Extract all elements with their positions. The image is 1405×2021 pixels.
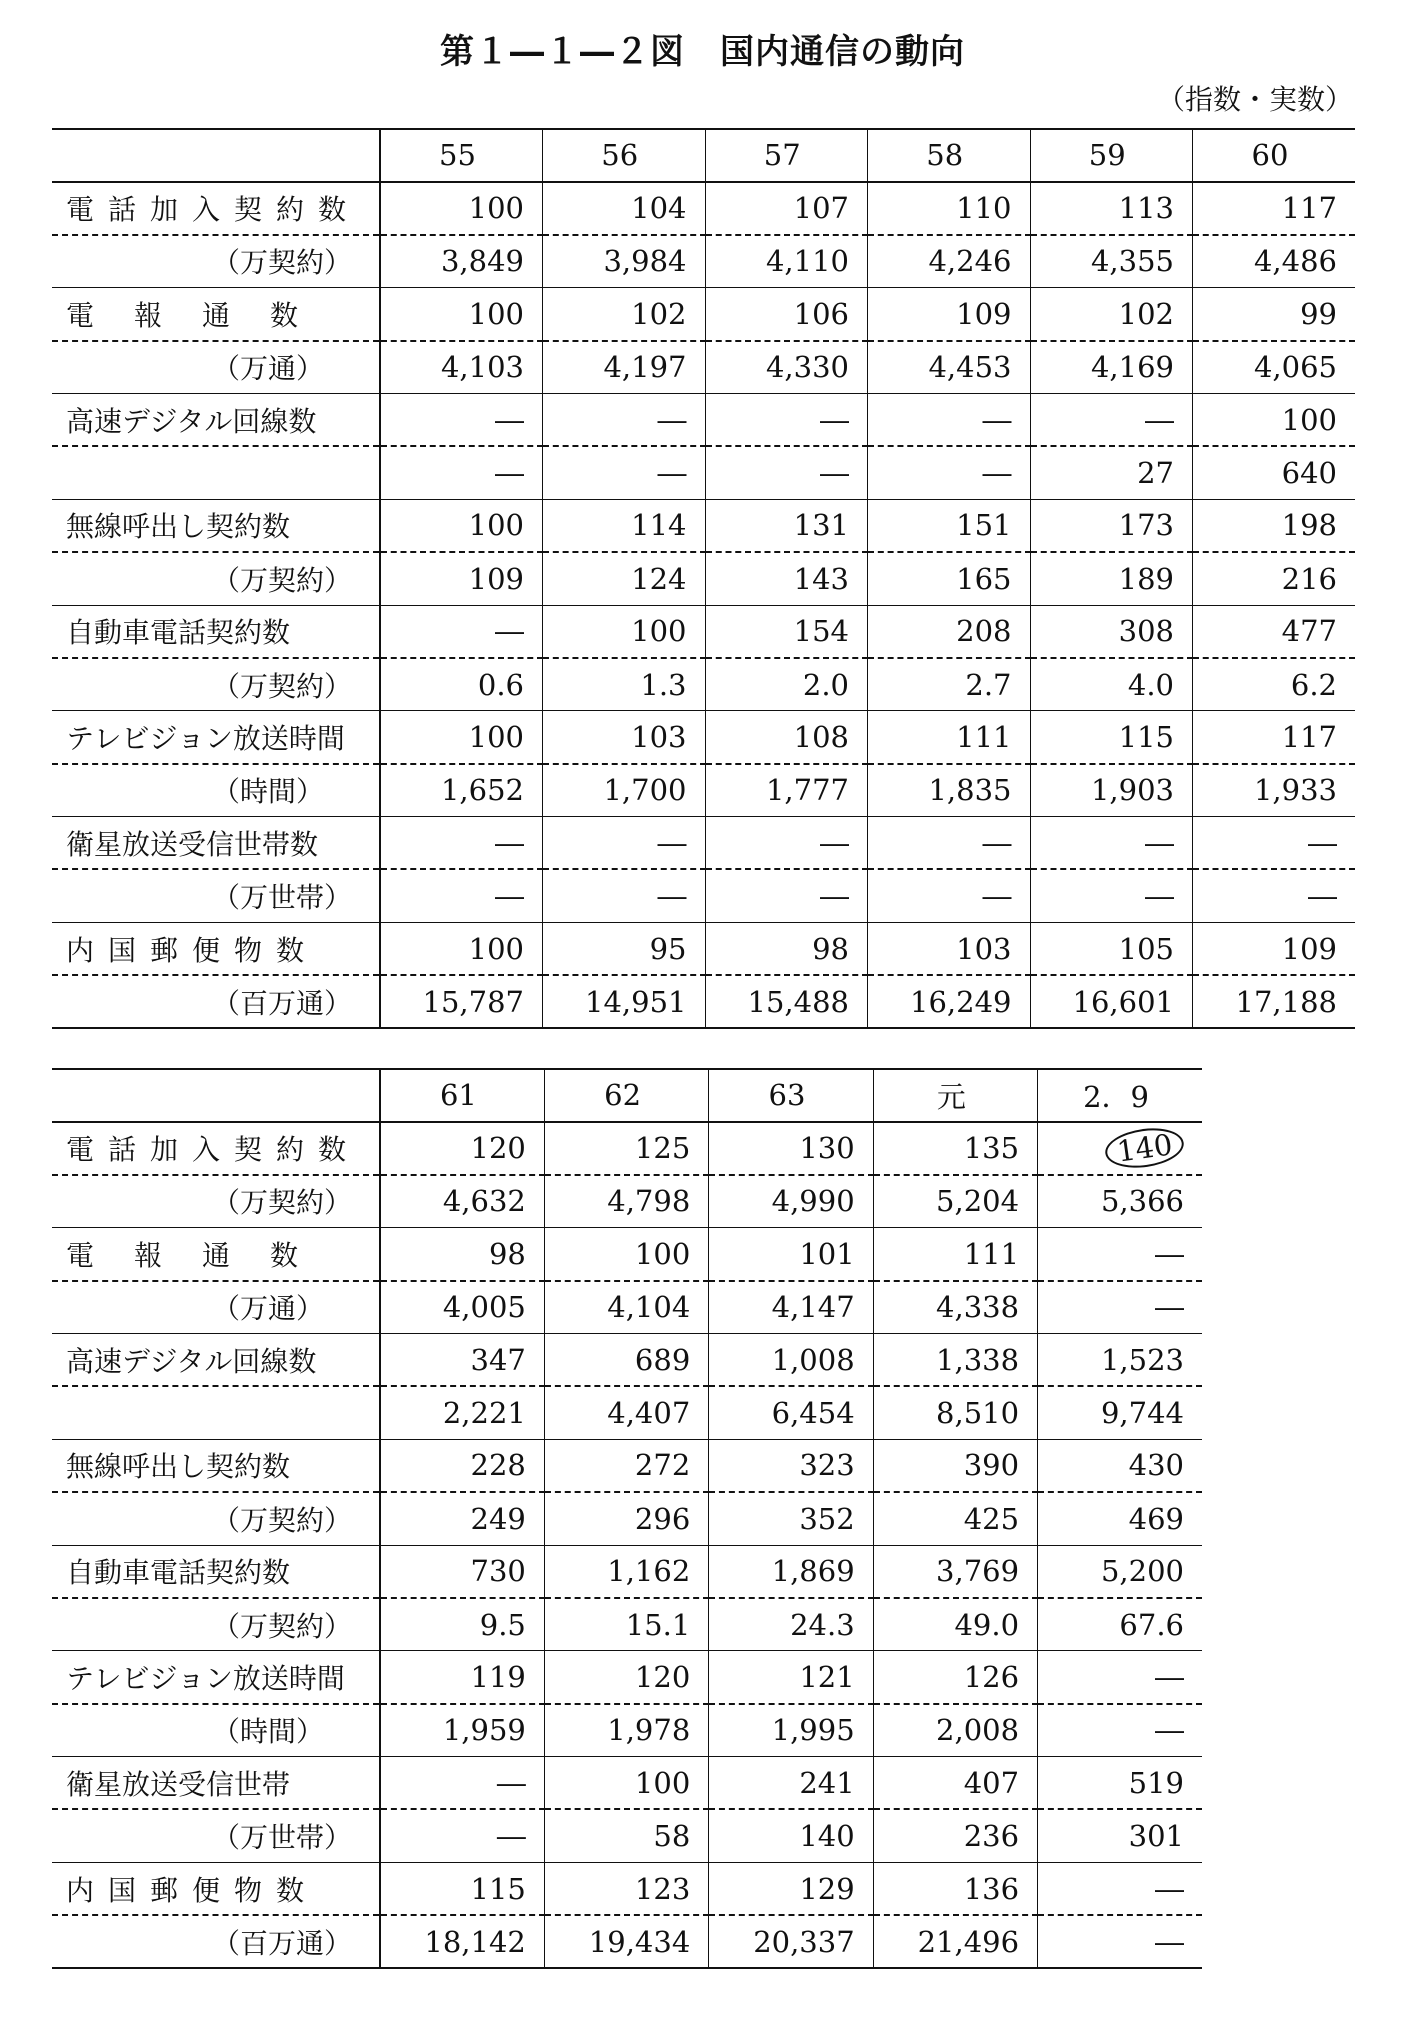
row-label: 電話加入契約数 [52, 1122, 380, 1175]
cell: 469 [1038, 1492, 1202, 1545]
table-row [52, 1545, 1202, 1598]
cell: 2,221 [380, 1386, 544, 1439]
trend-table-2 [52, 1068, 1202, 1969]
table-row [52, 869, 1355, 922]
cell: 100 [380, 288, 543, 341]
cell: 101 [709, 1228, 873, 1281]
cell: 58 [544, 1809, 708, 1862]
cell: 4,330 [705, 341, 868, 394]
cell: 140 [709, 1809, 873, 1862]
table-row [52, 605, 1355, 658]
cell: 20,337 [709, 1915, 873, 1968]
cell: ― [1193, 817, 1356, 870]
table-row [52, 1281, 1202, 1334]
cell: 109 [1193, 922, 1356, 975]
cell: 100 [380, 499, 543, 552]
column-header: 62 [544, 1069, 708, 1122]
cell: 130 [709, 1122, 873, 1175]
cell: 113 [1030, 182, 1193, 235]
table-row [52, 1809, 1202, 1862]
row-label: 電報通数 [52, 1228, 380, 1281]
cell: 477 [1193, 605, 1356, 658]
cell: 3,849 [380, 235, 543, 288]
cell: 4,104 [544, 1281, 708, 1334]
row-unit-label: （万契約） [52, 1492, 380, 1545]
cell: 124 [543, 552, 706, 605]
table-row [52, 1439, 1202, 1492]
unit-note: （指数・実数） [1156, 83, 1353, 116]
row-label: 自動車電話契約数 [52, 605, 380, 658]
table-row [52, 552, 1355, 605]
cell: 14,951 [543, 975, 706, 1028]
cell: ― [705, 393, 868, 446]
row-unit-label: （万契約） [52, 1175, 380, 1228]
cell: 15,787 [380, 975, 543, 1028]
cell: 100 [543, 605, 706, 658]
cell: ― [543, 393, 706, 446]
row-unit-label: （時間） [52, 1704, 380, 1757]
cell: 640 [1193, 446, 1356, 499]
cell: 2.7 [868, 658, 1031, 711]
column-header: 58 [868, 129, 1031, 182]
table-row [52, 1122, 1202, 1175]
column-header: 60 [1193, 129, 1356, 182]
cell: 208 [868, 605, 1031, 658]
cell: 143 [705, 552, 868, 605]
cell: 9.5 [380, 1598, 544, 1651]
cell: 4.0 [1030, 658, 1193, 711]
cell: 121 [709, 1651, 873, 1704]
cell: ― [380, 1809, 544, 1862]
cell: 49.0 [873, 1598, 1037, 1651]
cell: 1,835 [868, 764, 1031, 817]
cell: 111 [868, 711, 1031, 764]
cell: 407 [873, 1757, 1037, 1810]
column-header: 59 [1030, 129, 1193, 182]
cell: 131 [705, 499, 868, 552]
cell: 4,246 [868, 235, 1031, 288]
table-row [52, 975, 1355, 1028]
cell: 98 [380, 1228, 544, 1281]
cell: 103 [868, 922, 1031, 975]
row-label: 自動車電話契約数 [52, 1545, 380, 1598]
cell: 109 [380, 552, 543, 605]
cell: 114 [543, 499, 706, 552]
circled-value: 140 [1102, 1124, 1186, 1173]
cell: 24.3 [709, 1598, 873, 1651]
row-unit-label: （万契約） [52, 235, 380, 288]
table-row [52, 658, 1355, 711]
cell: ― [380, 869, 543, 922]
table-row [52, 1492, 1202, 1545]
cell: 165 [868, 552, 1031, 605]
cell: 109 [868, 288, 1031, 341]
cell: 1,008 [709, 1333, 873, 1386]
cell: 123 [544, 1862, 708, 1915]
cell: 117 [1193, 711, 1356, 764]
cell: 1,700 [543, 764, 706, 817]
cell: 9,744 [1038, 1386, 1202, 1439]
table-row [52, 1704, 1202, 1757]
cell: ― [543, 446, 706, 499]
cell: ― [868, 446, 1031, 499]
cell: 16,249 [868, 975, 1031, 1028]
cell: 111 [873, 1228, 1037, 1281]
cell: 100 [1193, 393, 1356, 446]
cell: 17,188 [1193, 975, 1356, 1028]
table-row [52, 1333, 1202, 1386]
cell: 1,959 [380, 1704, 544, 1757]
cell: 308 [1030, 605, 1193, 658]
cell: 4,147 [709, 1281, 873, 1334]
row-label: 無線呼出し契約数 [52, 499, 380, 552]
cell: 301 [1038, 1809, 1202, 1862]
row-unit-label: （万世帯） [52, 1809, 380, 1862]
cell: 1,995 [709, 1704, 873, 1757]
row-label: 衛星放送受信世帯数 [52, 817, 380, 870]
header-label-cell [52, 1069, 380, 1122]
cell: 15.1 [544, 1598, 708, 1651]
row-unit-label: （万契約） [52, 658, 380, 711]
cell: 100 [544, 1757, 708, 1810]
cell: ― [1038, 1862, 1202, 1915]
figure-title: 第１―１―２図 国内通信の動向 [440, 32, 965, 72]
row-label: 高速デジタル回線数 [52, 1333, 380, 1386]
cell: 4,486 [1193, 235, 1356, 288]
cell: 104 [543, 182, 706, 235]
cell: 119 [380, 1651, 544, 1704]
table-row [52, 1175, 1202, 1228]
cell: ― [1038, 1281, 1202, 1334]
table-row [52, 446, 1355, 499]
cell: 0.6 [380, 658, 543, 711]
table-row [52, 341, 1355, 394]
cell: 154 [705, 605, 868, 658]
table-row [52, 1862, 1202, 1915]
cell: 21,496 [873, 1915, 1037, 1968]
row-unit-label: （万通） [52, 1281, 380, 1334]
column-header: 61 [380, 1069, 544, 1122]
row-label: 内国郵便物数 [52, 1862, 380, 1915]
column-header: 2．9 [1038, 1069, 1202, 1122]
row-unit-label: （百万通） [52, 975, 380, 1028]
column-header: 57 [705, 129, 868, 182]
cell: 110 [868, 182, 1031, 235]
cell: 135 [873, 1122, 1037, 1175]
row-label: 電報通数 [52, 288, 380, 341]
cell: ― [1193, 869, 1356, 922]
cell: ― [1038, 1651, 1202, 1704]
cell: 4,065 [1193, 341, 1356, 394]
cell: 100 [380, 922, 543, 975]
cell: 4,798 [544, 1175, 708, 1228]
table-row [52, 711, 1355, 764]
header-label-cell [52, 129, 380, 182]
column-header: 56 [543, 129, 706, 182]
cell: 1.3 [543, 658, 706, 711]
row-label: 内国郵便物数 [52, 922, 380, 975]
cell: 136 [873, 1862, 1037, 1915]
table-row [52, 817, 1355, 870]
cell: 100 [380, 711, 543, 764]
cell: ― [1030, 393, 1193, 446]
cell: 6.2 [1193, 658, 1356, 711]
cell: 98 [705, 922, 868, 975]
cell: 6,454 [709, 1386, 873, 1439]
cell: 1,162 [544, 1545, 708, 1598]
cell: ― [868, 393, 1031, 446]
table-row [52, 1757, 1202, 1810]
cell: ― [380, 446, 543, 499]
cell: 4,103 [380, 341, 543, 394]
cell: 1,523 [1038, 1333, 1202, 1386]
table-row [52, 1598, 1202, 1651]
cell: 352 [709, 1492, 873, 1545]
cell: 1,652 [380, 764, 543, 817]
cell: 108 [705, 711, 868, 764]
table-row [52, 1915, 1202, 1968]
cell: 241 [709, 1757, 873, 1810]
cell: 173 [1030, 499, 1193, 552]
cell: 296 [544, 1492, 708, 1545]
cell: 228 [380, 1439, 544, 1492]
cell: 120 [380, 1122, 544, 1175]
cell: 4,197 [543, 341, 706, 394]
table-row [52, 1386, 1202, 1439]
cell: 390 [873, 1439, 1037, 1492]
row-label: 電話加入契約数 [52, 182, 380, 235]
cell: 4,110 [705, 235, 868, 288]
row-unit-label [52, 1386, 380, 1439]
cell: ― [380, 605, 543, 658]
cell [1038, 1122, 1202, 1175]
cell: ― [868, 869, 1031, 922]
cell: ― [1030, 869, 1193, 922]
cell: 8,510 [873, 1386, 1037, 1439]
cell: ― [380, 393, 543, 446]
cell: 102 [543, 288, 706, 341]
cell: 16,601 [1030, 975, 1193, 1028]
cell: 19,434 [544, 1915, 708, 1968]
row-label: テレビジョン放送時間 [52, 711, 380, 764]
cell: 1,869 [709, 1545, 873, 1598]
cell: 103 [543, 711, 706, 764]
cell: 272 [544, 1439, 708, 1492]
cell: 1,933 [1193, 764, 1356, 817]
cell: ― [705, 817, 868, 870]
cell: 3,769 [873, 1545, 1037, 1598]
cell: ― [380, 817, 543, 870]
row-unit-label: （万契約） [52, 1598, 380, 1651]
cell: 4,453 [868, 341, 1031, 394]
cell: 5,204 [873, 1175, 1037, 1228]
cell: 2,008 [873, 1704, 1037, 1757]
cell: ― [1030, 817, 1193, 870]
cell: ― [543, 817, 706, 870]
row-label: テレビジョン放送時間 [52, 1651, 380, 1704]
cell: ― [1038, 1915, 1202, 1968]
cell: ― [543, 869, 706, 922]
cell: 1,978 [544, 1704, 708, 1757]
cell: 3,984 [543, 235, 706, 288]
cell: 730 [380, 1545, 544, 1598]
cell: 95 [543, 922, 706, 975]
cell: 151 [868, 499, 1031, 552]
cell: 198 [1193, 499, 1356, 552]
row-unit-label: （時間） [52, 764, 380, 817]
cell: ― [1038, 1228, 1202, 1281]
row-label: 衛星放送受信世帯 [52, 1757, 380, 1810]
trend-table-1 [52, 128, 1355, 1029]
table-row [52, 182, 1355, 235]
cell: 4,407 [544, 1386, 708, 1439]
cell: 189 [1030, 552, 1193, 605]
cell: 100 [380, 182, 543, 235]
cell: 4,632 [380, 1175, 544, 1228]
cell: 107 [705, 182, 868, 235]
cell: 519 [1038, 1757, 1202, 1810]
cell: ― [705, 869, 868, 922]
cell: 115 [1030, 711, 1193, 764]
cell: 4,169 [1030, 341, 1193, 394]
table-row [52, 235, 1355, 288]
cell: 2.0 [705, 658, 868, 711]
cell: 323 [709, 1439, 873, 1492]
cell: 347 [380, 1333, 544, 1386]
cell: 125 [544, 1122, 708, 1175]
row-unit-label: （百万通） [52, 1915, 380, 1968]
cell: ― [380, 1757, 544, 1810]
table-row [52, 288, 1355, 341]
cell: 15,488 [705, 975, 868, 1028]
cell: 117 [1193, 182, 1356, 235]
cell: 120 [544, 1651, 708, 1704]
cell: 5,200 [1038, 1545, 1202, 1598]
cell: ― [1038, 1704, 1202, 1757]
row-label: 無線呼出し契約数 [52, 1439, 380, 1492]
table-row [52, 1228, 1202, 1281]
cell: 5,366 [1038, 1175, 1202, 1228]
cell: 430 [1038, 1439, 1202, 1492]
cell: ― [705, 446, 868, 499]
table-row [52, 1651, 1202, 1704]
cell: 4,338 [873, 1281, 1037, 1334]
cell: 4,990 [709, 1175, 873, 1228]
column-header: 元 [873, 1069, 1037, 1122]
cell: 1,777 [705, 764, 868, 817]
table-row [52, 922, 1355, 975]
cell: 27 [1030, 446, 1193, 499]
cell: 236 [873, 1809, 1037, 1862]
row-unit-label: （万通） [52, 341, 380, 394]
cell: 4,005 [380, 1281, 544, 1334]
row-unit-label: （万契約） [52, 552, 380, 605]
table-row [52, 393, 1355, 446]
header-row [52, 129, 1355, 182]
cell: 100 [544, 1228, 708, 1281]
cell: ― [868, 817, 1031, 870]
cell: 1,338 [873, 1333, 1037, 1386]
cell: 106 [705, 288, 868, 341]
cell: 99 [1193, 288, 1356, 341]
row-unit-label: （万世帯） [52, 869, 380, 922]
cell: 102 [1030, 288, 1193, 341]
header-row [52, 1069, 1202, 1122]
cell: 1,903 [1030, 764, 1193, 817]
cell: 129 [709, 1862, 873, 1915]
cell: 18,142 [380, 1915, 544, 1968]
cell: 425 [873, 1492, 1037, 1545]
row-label: 高速デジタル回線数 [52, 393, 380, 446]
column-header: 55 [380, 129, 543, 182]
cell: 67.6 [1038, 1598, 1202, 1651]
table-row [52, 764, 1355, 817]
column-header: 63 [709, 1069, 873, 1122]
cell: 249 [380, 1492, 544, 1545]
cell: 4,355 [1030, 235, 1193, 288]
cell: 216 [1193, 552, 1356, 605]
table-row [52, 499, 1355, 552]
cell: 689 [544, 1333, 708, 1386]
cell: 126 [873, 1651, 1037, 1704]
row-unit-label [52, 446, 380, 499]
cell: 105 [1030, 922, 1193, 975]
cell: 115 [380, 1862, 544, 1915]
